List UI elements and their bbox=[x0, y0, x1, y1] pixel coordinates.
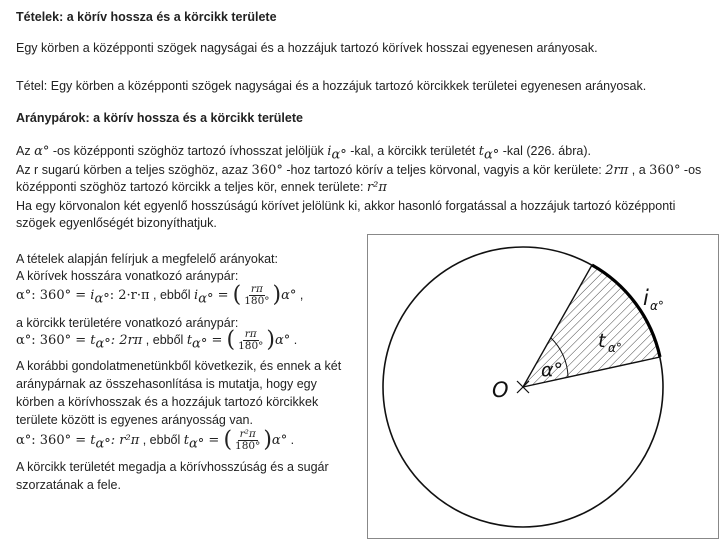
text-line-equal-angles: szögek egyenlőségét bizonyíthatjuk. bbox=[16, 216, 217, 230]
area-label: t bbox=[598, 330, 606, 352]
paragraph-sector-theorem: Tétel: Egy körben a középponti szögek nagyságai és a hozzájuk tartozó körcikkek területei egyenesen arányosak. bbox=[16, 79, 647, 93]
text-final-2: szorzatának a fele. bbox=[16, 478, 121, 492]
center-label: O bbox=[492, 378, 509, 402]
equation-arc-length: α°: $360^\circ = i_{\alpha^\circ}$: 2·r·π , ebből $i_{\alpha^\circ}$ = ( $\frac{r\pi}{180^\circ}$ )α° , bbox=[16, 282, 304, 308]
equation-sector-area-2: α°: $360^\circ = t_{\alpha^\circ}$: r²π , ebből $t_{\alpha^\circ}$ = ( $\frac{\text{r²π}}{180^\circ}$ )α° . bbox=[16, 427, 295, 453]
text-line-full-circle: Az r sugarú körben a teljes szöghöz, azaz 360° -hoz tartozó körív a teljes körvonal, vagyis a kör kerülete: 2rπ , a 360° -os bbox=[16, 163, 702, 178]
text-final-1: A körcikk területét megadja a körívhosszúság és a sugár bbox=[16, 460, 329, 474]
text-conclusion-1: A korábbi gondolatmenetünkből következik, és ennek a két bbox=[16, 359, 342, 373]
text-conclusion-2: aránypárnak az összehasonlítása is mutatja, hogy egy bbox=[16, 377, 317, 391]
text-sector-proportion-label: a körcikk területére vonatkozó aránypár: bbox=[16, 316, 239, 330]
text-line-full-area: középponti szöghöz tartozó körcikk a teljes kör, ennek területe: r²π bbox=[16, 180, 387, 195]
heading-proportions: Aránypárok: a körív hossza és a körcikk területe bbox=[16, 111, 303, 125]
text-line-equal-arcs: Ha egy körvonalon két egyenlő hosszúságú körívet jelölünk ki, akkor hasonló forgatással a hozzájuk tartozó középponti bbox=[16, 199, 676, 213]
text-proportions-intro: A tételek alapján felírjuk a megfelelő arányokat: bbox=[16, 252, 278, 266]
text-conclusion-3: körben a körívhosszak és a hozzájuk tartozó körcikkek bbox=[16, 395, 319, 409]
paragraph-arc-theorem: Egy körben a középponti szögek nagyságai és a hozzájuk tartozó körívek hosszai egyenesen arányosak. bbox=[16, 41, 598, 55]
arc-sub-label: α° bbox=[650, 299, 664, 313]
text-line-notation: Az α° -os középponti szöghöz tartozó ívhosszat jelöljük $i_{\alpha^\circ}$ -kal, a körcikk területét $t_{\alpha^\circ}$ -kal (226. ábra). bbox=[16, 144, 591, 163]
figure-circle-sector bbox=[367, 234, 719, 539]
area-sub-label: α° bbox=[608, 341, 622, 355]
text-arc-proportion-label: A körívek hosszára vonatkozó aránypár: bbox=[16, 269, 239, 283]
angle-label: α° bbox=[541, 359, 564, 381]
heading-theorems: Tételek: a körív hossza és a körcikk területe bbox=[16, 10, 277, 24]
equation-sector-area-1: α°: $360^\circ = t_{\alpha^\circ}$: 2rπ , ebből $t_{\alpha^\circ}$ = ( $\frac{r\pi}{180^\circ}$ )α° . bbox=[16, 327, 298, 353]
arc-label: i bbox=[643, 286, 649, 310]
text-conclusion-4: területe között is egyenes arányosság van. bbox=[16, 413, 253, 427]
